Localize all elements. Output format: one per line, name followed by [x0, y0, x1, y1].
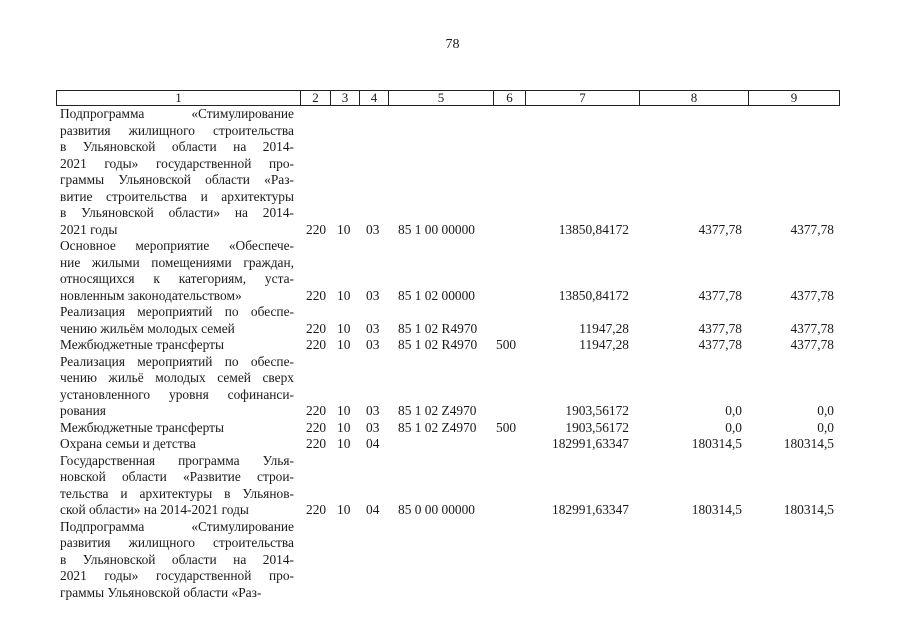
- row-value-c4: 03: [366, 287, 380, 303]
- row-name-line: установленного уровня софинанси-: [60, 386, 294, 402]
- row-name-line: Охрана семьи и детства: [60, 436, 196, 451]
- row-value-c4: 03: [366, 337, 380, 352]
- row-value-c2: 220: [306, 436, 327, 451]
- table-row: [0, 238, 905, 304]
- row-name-line: Государственная программа Улья-: [60, 452, 294, 468]
- page-number: 78: [445, 37, 460, 52]
- table-row: [0, 106, 905, 238]
- header-col-8: 8: [640, 91, 749, 105]
- row-value-c4: 03: [366, 221, 380, 237]
- row-value-c9: 0,0: [817, 403, 834, 418]
- row-value-c4: 03: [366, 403, 380, 418]
- row-value-c8: 4377,78: [698, 337, 742, 352]
- row-name-line: Реализация мероприятий по обеспе-: [60, 353, 294, 369]
- row-name: [60, 304, 294, 337]
- row-name: [60, 106, 294, 238]
- row-name-line: Подпрограмма «Стимулирование: [60, 518, 294, 534]
- row-name-line: относящихся к категориям, уста-: [60, 271, 294, 286]
- row-value-c2: 220: [306, 221, 327, 237]
- row-name-line: чению жильём молодых семей: [60, 320, 235, 336]
- row-value-c2: 220: [306, 419, 327, 435]
- row-value-c9: 4377,78: [790, 337, 834, 352]
- header-col-9: 9: [790, 90, 798, 105]
- row-value-c7: 1903,56172: [565, 419, 629, 435]
- table-row: [0, 519, 905, 602]
- row-value-c4: 03: [366, 419, 380, 435]
- row-name-line: 2021 годы: [60, 221, 118, 237]
- row-value-c4: 04: [366, 502, 380, 517]
- table-header-row: [56, 90, 840, 106]
- table-row: [0, 420, 905, 437]
- row-value-c8: 4377,78: [698, 221, 742, 237]
- row-value-c2: 220: [306, 403, 327, 418]
- row-value-c5: 85 0 00 00000: [398, 502, 475, 517]
- row-value-c6: 500: [496, 419, 517, 435]
- row-name: [60, 354, 294, 420]
- table-row: [0, 453, 905, 519]
- row-value-c5: 85 1 00 00000: [398, 221, 475, 237]
- row-name: [60, 337, 294, 354]
- row-value-c3: 10: [337, 221, 351, 237]
- row-value-c9: 4377,78: [790, 287, 834, 303]
- row-value-c9: 180314,5: [783, 436, 834, 451]
- row-value-c4: 04: [366, 436, 380, 451]
- row-value-c8: 180314,5: [691, 436, 742, 451]
- row-value-c5: 85 1 02 00000: [398, 287, 475, 303]
- row-value-c7: 13850,84172: [558, 221, 629, 237]
- row-value-c2: 220: [306, 502, 327, 517]
- row-value-c8: 0,0: [725, 403, 742, 418]
- row-name-line: в Ульяновской области» на 2014-: [60, 205, 294, 220]
- row-value-c3: 10: [337, 320, 351, 336]
- row-name-line: Межбюджетные трансферты: [60, 419, 224, 435]
- row-name-line: в Ульяновской области на 2014-: [60, 551, 294, 567]
- row-value-c7: 13850,84172: [558, 287, 629, 303]
- row-value-c5: 85 1 02 R4970: [398, 320, 478, 336]
- row-value-c3: 10: [337, 436, 351, 451]
- header-col-5: 5: [389, 91, 494, 105]
- row-value-c5: 85 1 02 R4970: [398, 337, 478, 352]
- row-value-c7: 11947,28: [579, 320, 629, 336]
- table-row: [0, 337, 905, 354]
- row-name-line: рования: [60, 403, 106, 418]
- row-value-c7: 11947,28: [579, 337, 629, 352]
- row-name-line: новленным законодательством»: [60, 287, 242, 303]
- row-name: [60, 453, 294, 519]
- header-col-4: 4: [360, 91, 389, 105]
- row-value-c9: 4377,78: [790, 221, 834, 237]
- row-value-c3: 10: [337, 287, 351, 303]
- header-col-1: 1: [57, 91, 301, 105]
- row-value-c9: 4377,78: [790, 320, 834, 336]
- row-value-c5: 85 1 02 Z4970: [398, 403, 477, 418]
- row-name-line: Основное мероприятие «Обеспече-: [60, 238, 294, 253]
- row-name-line: тельства и архитектуры в Ульянов-: [60, 485, 294, 501]
- row-value-c5: 85 1 02 Z4970: [398, 419, 477, 435]
- row-value-c8: 0,0: [725, 419, 742, 435]
- row-value-c2: 220: [306, 287, 327, 303]
- table-row: [0, 436, 905, 453]
- row-value-c2: 220: [306, 337, 327, 352]
- row-name-line: чению жильё молодых семей сверх: [60, 370, 294, 385]
- table-row: [0, 304, 905, 337]
- row-value-c8: 4377,78: [698, 320, 742, 336]
- row-value-c3: 10: [337, 403, 351, 418]
- row-name-line: в Ульяновской области на 2014-: [60, 139, 294, 154]
- row-name-line: 2021 годы» государственной про-: [60, 568, 294, 583]
- header-col-7: 7: [526, 91, 640, 105]
- row-name-line: граммы Ульяновской области «Раз-: [60, 584, 262, 600]
- row-name-line: Подпрограмма «Стимулирование: [60, 106, 294, 121]
- row-value-c3: 10: [337, 337, 351, 352]
- row-value-c7: 182991,63347: [552, 436, 629, 451]
- row-value-c4: 03: [366, 320, 380, 336]
- row-name-line: Межбюджетные трансферты: [60, 337, 224, 352]
- row-name-line: новской области «Развитие строи-: [60, 469, 294, 484]
- row-name-line: граммы Ульяновской области «Раз-: [60, 172, 294, 187]
- row-name: [60, 519, 294, 602]
- row-value-c7: 1903,56172: [565, 403, 629, 418]
- row-value-c6: 500: [496, 337, 517, 352]
- table-row: [0, 354, 905, 420]
- row-name-line: развития жилищного строительства: [60, 535, 294, 550]
- header-col-2: 2: [301, 91, 331, 105]
- row-value-c9: 0,0: [817, 419, 834, 435]
- header-col-6: 6: [494, 91, 526, 105]
- row-value-c8: 4377,78: [698, 287, 742, 303]
- row-value-c9: 180314,5: [783, 502, 834, 517]
- row-value-c2: 220: [306, 320, 327, 336]
- row-name-line: Реализация мероприятий по обеспе-: [60, 304, 294, 319]
- header-col-3: 3: [331, 91, 360, 105]
- row-value-c3: 10: [337, 419, 351, 435]
- row-name-line: ние жилыми помещениями граждан,: [60, 254, 294, 270]
- row-name: [60, 436, 294, 453]
- row-value-c7: 182991,63347: [552, 502, 629, 517]
- row-value-c3: 10: [337, 502, 351, 517]
- row-value-c8: 180314,5: [691, 502, 742, 517]
- row-name-line: развития жилищного строительства: [60, 122, 294, 138]
- row-name-line: ской области» на 2014-2021 годы: [60, 502, 249, 517]
- row-name-line: витие строительства и архитектуры: [60, 188, 294, 204]
- row-name: [60, 238, 294, 304]
- row-name: [60, 420, 294, 437]
- row-name-line: 2021 годы» государственной про-: [60, 155, 294, 171]
